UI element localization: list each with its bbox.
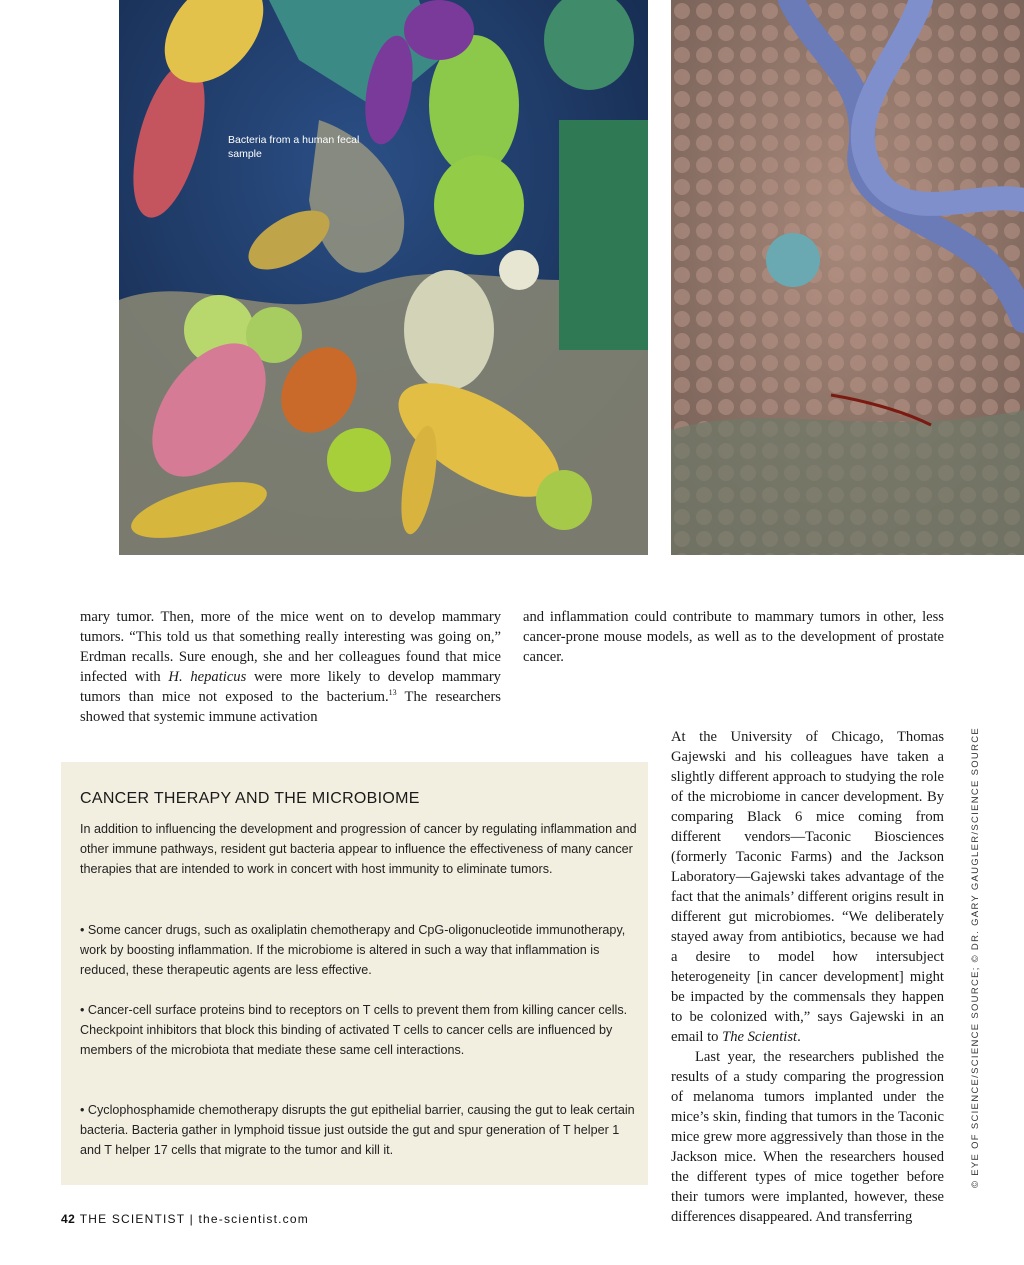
article-text: were more likely to develop mammary tumors than mice not exposed to the bacterium. [80,669,501,705]
article-column-2-bottom [671,727,944,1227]
publication-url: the-scientist.com [198,1212,309,1226]
spirochete-micrograph [671,0,1024,555]
sidebar-box [61,762,648,1185]
publication-name: The Scientist [722,1029,798,1045]
bacteria-micrograph [119,0,648,555]
sidebar-intro: In addition to influencing the development and progression of cancer by regulating inflammation and other immune pathways, resident gut bacteria appear to influence the effectiveness of many cancer therapies that are intended to work in concert with host immunity to eliminate tumors. [80,822,637,876]
article-column-1 [80,607,501,727]
publication-title: THE SCIENTIST [79,1212,186,1226]
article-paragraph [80,607,501,727]
page-footer [61,1212,309,1226]
sidebar-title: CANCER THERAPY AND THE MICROBIOME [80,790,420,807]
sidebar-bullet: • Cancer-cell surface proteins bind to receptors on T cells to prevent them from killing cancer cells. Checkpoint inhibitors that block this binding of activated T cells to cancer cells are influenced by members of the microbiota that mediate these same cell interactions. [80,1003,628,1057]
article-column-2-top [523,607,944,667]
footer-separator: | [189,1212,194,1226]
spirochete-illustration [671,0,1024,555]
sidebar-bullet: • Some cancer drugs, such as oxaliplatin chemotherapy and CpG-oligonucleotide immunotherapy, work by boosting inflammation. If the microbiome is altered in such a way that inflammation is reduced, these therapeutic agents are less effective. [80,923,626,977]
page-number: 42 [61,1212,76,1226]
article-text: . [797,1029,801,1045]
sidebar-bullet: • Cyclophosphamide chemotherapy disrupts the gut epithelial barrier, causing the gut to leak certain bacteria. Bacteria gather in lymphoid tissue just outside the gut and spur generation of T helper 1 and T helper 17 cells that migrate to the tumor and kill it. [80,1103,635,1157]
article-paragraph: Last year, the researchers published the results of a study comparing the progression of melanoma tumors implanted under the mice’s skin, finding that tumors in the Taconic mice grew more aggressively than those in the Jackson mice. When the researchers housed the different types of mice together before their tumors were implanted, however, these differences disappeared. And transferring [671,1049,944,1225]
article-paragraph: and inflammation could contribute to mammary tumors in other, less cancer-prone mouse models, as well as to the development of prostate cancer. [523,609,944,665]
bacteria-illustration [119,0,648,555]
reference-number: 13 [388,688,397,698]
article-text: mary tumor. Then, more of the mice went on to develop mammary tumors. “This told us that something really interesting was going on,” Erdman recalls. Sure enough, she and her colleagues found that mice infected with [80,609,501,685]
article-text: The researchers showed that systemic immune activation [80,689,501,725]
photo-credit: © EYE OF SCIENCE/SCIENCE SOURCE; © DR. GARY GAUGLER/SCIENCE SOURCE [970,726,981,1188]
photo-caption: Bacteria from a human fecal sample [228,134,360,160]
article-text: At the University of Chicago, Thomas Gajewski and his colleagues have taken a slightly different approach to studying the role of the microbiome in cancer development. By comparing Black 6 mice coming from different vendors—Taconic Biosciences (formerly Taconic Farms) and the Jackson Laboratory—Gajewski takes advantage of the fact that the animals’ different origins result in different gut microbiomes. “We deliberately stayed away from antibiotics, because we had a desire to model how intersubject heterogeneity [in cancer development] might be impacted by the commensals they happen to be colonized with,” says Gajewski in an email to [671,729,944,1045]
species-name: H. hepaticus [168,669,247,685]
article-paragraph [671,727,944,1047]
